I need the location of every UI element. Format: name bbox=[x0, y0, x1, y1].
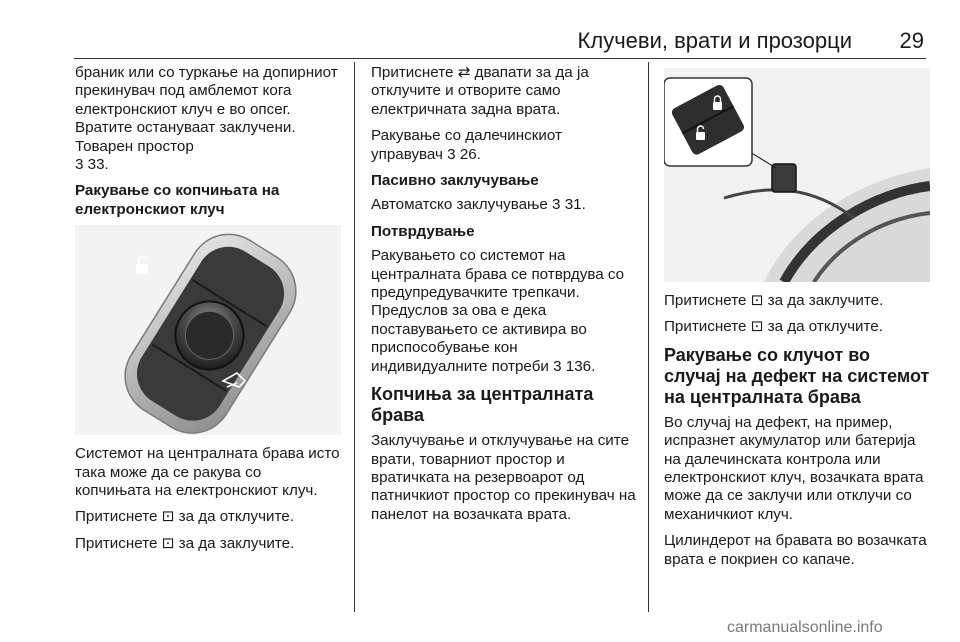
unlock-instruction: Притиснете ⊡ за да отклучите. bbox=[75, 508, 294, 526]
column-divider-2 bbox=[648, 62, 649, 612]
door-switch-figure bbox=[664, 68, 930, 282]
section-title: Ракување со клучот во случај на дефект на системот на централната брава bbox=[664, 344, 930, 407]
paragraph: Притиснете ⇄ двапати за да ја отклучите и отворите само електричната задна врата. bbox=[371, 64, 589, 118]
paragraph-text: браник или со туркање на допирниот прекинувач под амблемот кога електронскиот клуч е во опсег. Вратите остануваат заклучени. Товарен простор bbox=[75, 64, 338, 155]
paragraph: Ракување со далечинскиот управувач 3 26. bbox=[371, 127, 562, 163]
column-1 bbox=[75, 64, 341, 561]
section-heading: Пасивно заклучување bbox=[371, 172, 539, 190]
lock-instruction: Притиснете ⊡ за да заклучите. bbox=[75, 534, 295, 552]
paragraph bbox=[75, 64, 341, 174]
paragraph: Заклучување и отклучување на сите врати, товарниот простор и вратичката на резервоарот од патничкиот простор со прекинувач на панелот на возачката врата. bbox=[371, 432, 636, 523]
electronic-key-figure bbox=[75, 225, 341, 435]
electronic-key-illustration bbox=[75, 225, 341, 435]
watermark: carmanualsonline.info bbox=[727, 619, 883, 636]
section-heading: Потврдување bbox=[371, 222, 475, 240]
column-2 bbox=[371, 64, 637, 532]
lock-instruction: Притиснете ⊡ за да заклучите. bbox=[664, 292, 884, 309]
paragraph: Ракувањето со системот на централната брава се потврдува со предупредувачките трепкачи. Предуслов за ова е дека поставувањето се активира во приспособување кон индивидуалните потреби 3 136. bbox=[371, 247, 625, 375]
door-switch-illustration bbox=[664, 68, 930, 282]
paragraph: Автоматско заклучување 3 31. bbox=[371, 196, 586, 214]
paragraph: Системот на централната брава исто така може да се ракува со копчињата на електронскиот клуч. bbox=[75, 445, 340, 500]
paragraph: Во случај на дефект, на пример, испразнет акумулатор или батерија на далечинската контрола или електронскиот клуч, возачката врата може да се заклучи или отклучи со механичкиот клуч. bbox=[664, 413, 924, 523]
page-header-title: Клучеви, врати и прозорци bbox=[577, 28, 852, 53]
column-divider-1 bbox=[354, 62, 355, 612]
column-3 bbox=[664, 64, 930, 577]
section-heading: Ракување со копчињата на електронскиот клуч bbox=[75, 182, 280, 218]
page-number: 29 bbox=[899, 28, 924, 53]
unlock-instruction: Притиснете ⊡ за да отклучите. bbox=[664, 318, 883, 336]
header-rule bbox=[74, 58, 926, 59]
page-reference[interactable]: 3 33. bbox=[75, 156, 109, 174]
section-title: Копчиња за централната брава bbox=[371, 384, 594, 426]
paragraph: Цилиндерот на бравата во возачката врата е покриен со капаче. bbox=[664, 532, 927, 568]
